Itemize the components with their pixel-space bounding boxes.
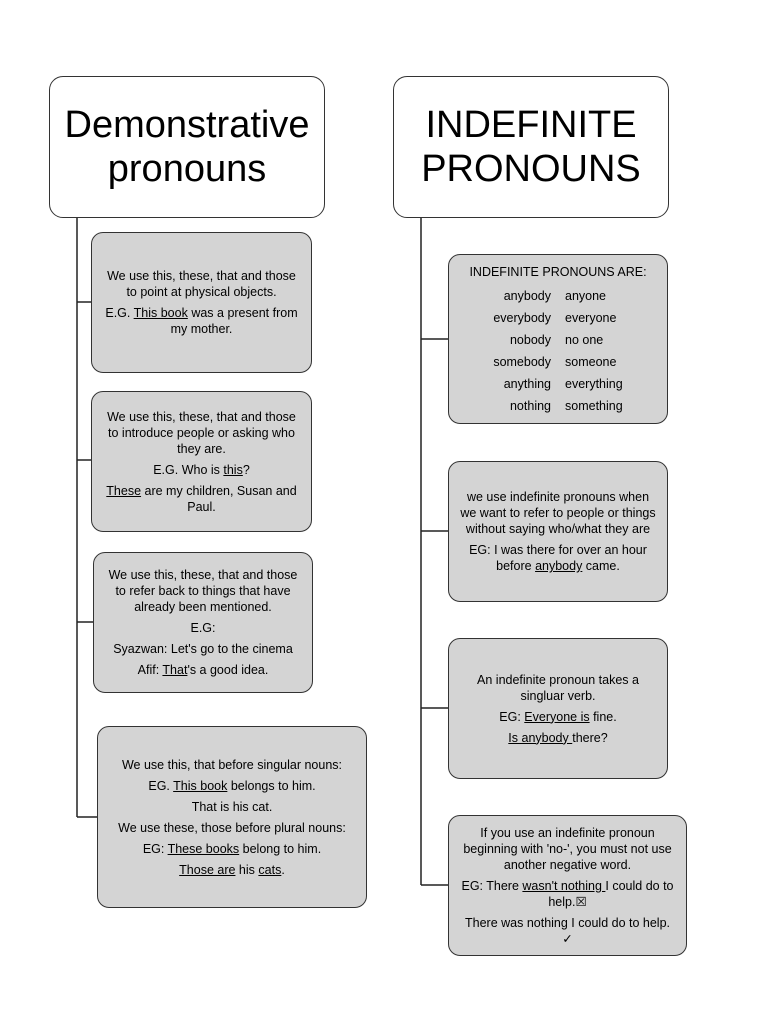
box-example-2: These are my children, Susan and Paul. — [106, 483, 297, 514]
demonstrative-box-introduce-people — [91, 391, 312, 532]
title-line-1: Demonstrative — [64, 104, 310, 146]
box-dialog-1: Syazwan: Let's go to the cinema — [113, 642, 293, 656]
cross-box-icon: ☒ — [575, 894, 587, 909]
box-example-2: That is his cat. — [191, 799, 273, 814]
box-example-label: E.G: — [190, 621, 216, 635]
box-example: EG: I was there for over an hour before anybody came. — [469, 543, 647, 573]
box-example: E.G. This book was a present from my mother. — [105, 306, 298, 336]
box-example-4: Those are his cats. — [179, 862, 285, 877]
list-item: nothing — [509, 399, 551, 413]
indefinite-box-usage — [448, 461, 668, 602]
box-rule-plural: We use these, those before plural nouns: — [118, 820, 346, 835]
title-line-2: pronouns — [107, 148, 267, 190]
box-rule-text: If you use an indefinite pronoun beginning with 'no-', you must not use another negative word. — [463, 825, 672, 872]
demonstrative-box-physical-objects — [91, 232, 312, 373]
box-rule-text: We use this, these, that and those to refer back to things that have already been mentioned. — [108, 568, 298, 614]
list-item: nobody — [509, 333, 551, 347]
box-rule-text: we use indefinite pronouns when we want to refer to people or things without saying who/what they are — [460, 490, 656, 536]
box-rule-text: An indefinite pronoun takes a singluar verb. — [477, 672, 639, 703]
pronoun-list — [493, 288, 622, 414]
box-example-1: EG: Everyone is fine. — [499, 709, 617, 724]
box-example-right: There was nothing I could do to help. ✓ — [465, 915, 670, 946]
list-item: something — [565, 399, 623, 413]
box-example-wrong: EG: There wasn't nothing I could do to help.☒ — [461, 878, 674, 909]
list-item: everything — [565, 377, 623, 391]
title-line-2: PRONOUNS — [421, 148, 641, 190]
indefinite-box-list — [448, 254, 668, 424]
demonstrative-pronouns-title — [49, 76, 325, 218]
indefinite-box-singular-verb — [448, 638, 668, 779]
box-heading: INDEFINITE PRONOUNS ARE: — [469, 265, 647, 279]
title-line-1: INDEFINITE — [425, 104, 637, 146]
demonstrative-box-refer-back — [93, 552, 313, 693]
check-icon: ✓ — [562, 931, 573, 946]
box-dialog-2: Afif: That's a good idea. — [137, 663, 269, 677]
box-example-1: E.G. Who is this? — [153, 462, 250, 477]
list-item: someone — [565, 355, 617, 369]
indefinite-box-no-words — [448, 815, 687, 956]
box-example-1: EG. This book belongs to him. — [148, 778, 316, 793]
box-rule-singular: We use this, that before singular nouns: — [121, 757, 343, 772]
box-rule-text: We use this, these, that and those to introduce people or asking who they are. — [107, 409, 296, 456]
indefinite-pronouns-title — [393, 76, 669, 218]
list-item: anyone — [565, 289, 607, 303]
list-item: no one — [565, 333, 604, 347]
box-example-2: Is anybody there? — [508, 730, 608, 745]
demonstrative-box-singular-plural — [97, 726, 367, 908]
box-example-3: EG: These books belong to him. — [142, 841, 322, 856]
list-item: anybody — [503, 289, 551, 303]
list-item: anything — [503, 377, 551, 391]
list-item: everybody — [493, 311, 551, 325]
list-item: everyone — [565, 311, 617, 325]
box-rule-text: We use this, these, that and those to point at physical objects. — [107, 269, 296, 299]
list-item: somebody — [493, 355, 551, 369]
